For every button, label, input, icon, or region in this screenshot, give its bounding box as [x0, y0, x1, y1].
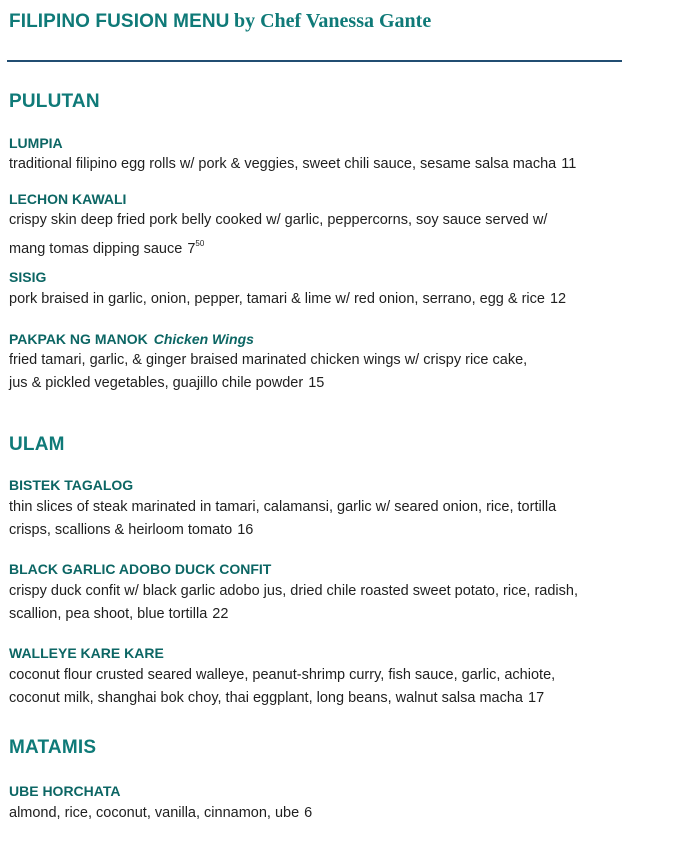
item-name-lumpia: LUMPIA	[9, 135, 63, 151]
item-desc-sisig	[9, 288, 649, 311]
item-name-pakpak-ng-manok	[9, 331, 254, 347]
item-desc-line: crisps, scallions & heirloom tomato	[9, 522, 233, 538]
item-price: 11	[561, 156, 577, 172]
item-desc-lumpia	[9, 153, 649, 176]
item-desc-lechon-kawali	[9, 209, 649, 261]
item-desc-line: crispy duck confit w/ black garlic adobo jus, dried chile roasted sweet potato, rice, radish,	[9, 583, 578, 599]
item-name-ube-horchata: UBE HORCHATA	[9, 783, 121, 799]
item-name-sisig: SISIG	[9, 269, 47, 285]
item-desc-ube-horchata	[9, 802, 649, 825]
item-desc-black-garlic-adobo-duck-confit	[9, 580, 649, 626]
item-desc-line: fried tamari, garlic, & ginger braised marinated chicken wings w/ crispy rice cake,	[9, 352, 528, 368]
title-divider	[7, 60, 622, 62]
menu-title	[9, 10, 431, 33]
item-desc-pakpak-ng-manok	[9, 349, 649, 395]
item-desc-line: coconut milk, shanghai bok choy, thai eggplant, long beans, walnut salsa macha	[9, 690, 523, 706]
item-name-bistek-tagalog: BISTEK TAGALOG	[9, 477, 134, 493]
item-desc-line: crispy skin deep fried pork belly cooked w/ garlic, peppercorns, soy sauce served w/	[9, 212, 548, 228]
item-desc-line: scallion, pea shoot, blue tortilla	[9, 606, 208, 622]
item-desc-line: traditional filipino egg rolls w/ pork & veggies, sweet chili sauce, sesame salsa macha	[9, 156, 557, 172]
section-title-matamis: MATAMIS	[9, 737, 97, 758]
item-price: $7^{50}$	[187, 239, 205, 257]
item-name-main: PAKPAK NG MANOK	[9, 331, 148, 347]
item-price: 6	[304, 805, 313, 821]
item-desc-walleye-kare-kare	[9, 664, 649, 710]
item-name-alt: Chicken Wings	[153, 331, 254, 347]
item-desc-line: almond, rice, coconut, vanilla, cinnamon, ube	[9, 805, 300, 821]
item-price: 15	[308, 375, 325, 391]
item-price: 22	[212, 606, 229, 622]
item-price: 17	[528, 690, 545, 706]
section-title-pulutan: PULUTAN	[9, 91, 100, 112]
item-desc-line: jus & pickled vegetables, guajillo chile powder	[9, 375, 304, 391]
item-name-walleye-kare-kare: WALLEYE KARE KARE	[9, 645, 164, 661]
menu-title-byline: by Chef Vanessa Gante	[233, 10, 432, 32]
item-desc-line: pork braised in garlic, onion, pepper, tamari & lime w/ red onion, serrano, egg & rice	[9, 291, 545, 307]
item-desc-line: thin slices of steak marinated in tamari, calamansi, garlic w/ seared onion, rice, tortilla	[9, 499, 557, 515]
menu-title-main: FILIPINO FUSION MENU	[9, 11, 230, 32]
item-price: 16	[237, 522, 254, 538]
item-price-cents: 50	[195, 239, 205, 248]
item-price: 12	[549, 291, 567, 307]
item-name-lechon-kawali: LECHON KAWALI	[9, 191, 127, 207]
item-name-black-garlic-adobo-duck-confit: BLACK GARLIC ADOBO DUCK CONFIT	[9, 561, 272, 577]
item-desc-bistek-tagalog	[9, 496, 649, 542]
item-desc-line: coconut flour crusted seared walleye, peanut-shrimp curry, fish sauce, garlic, achiote,	[9, 667, 556, 683]
section-title-ulam: ULAM	[9, 434, 65, 455]
item-desc-line: mang tomas dipping sauce	[9, 241, 183, 257]
